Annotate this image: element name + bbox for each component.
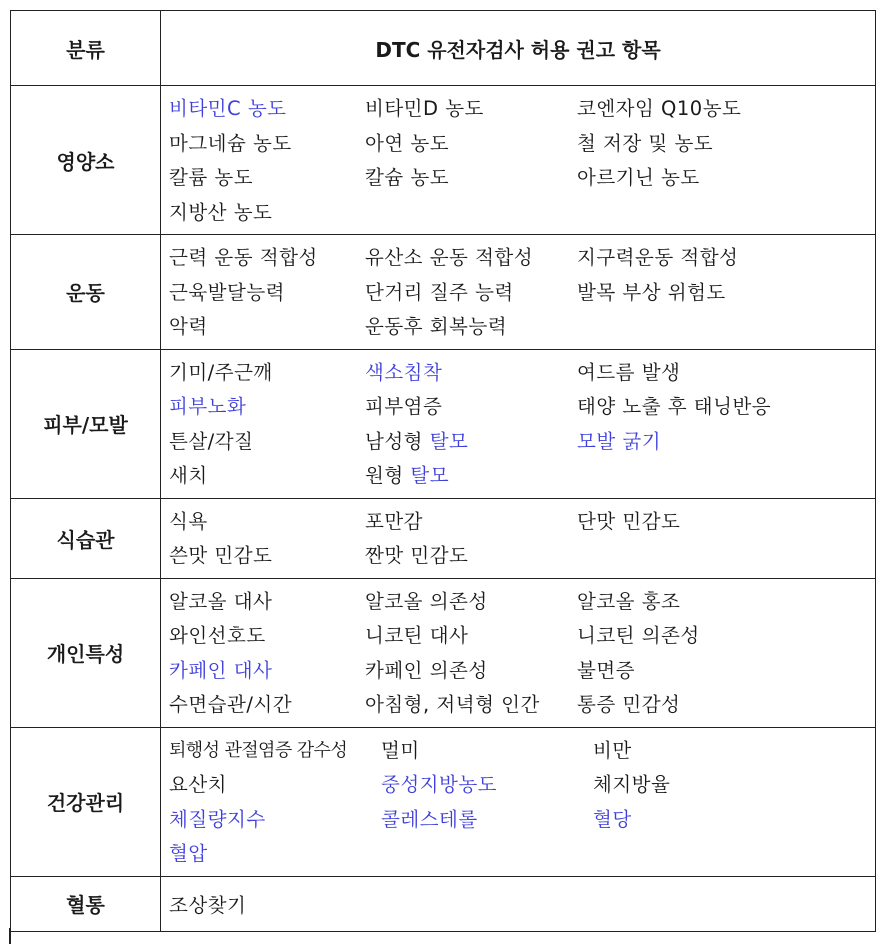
list-item: 운동후 회복능력 bbox=[365, 315, 508, 339]
items-cell bbox=[161, 578, 876, 727]
header-category: 분류 bbox=[11, 11, 161, 86]
list-item: 와인선호도 bbox=[169, 624, 266, 648]
list-item: 쓴맛 민감도 bbox=[169, 544, 273, 568]
list-item bbox=[365, 426, 577, 454]
list-item: 불면증 bbox=[577, 658, 636, 682]
items-cell bbox=[161, 235, 876, 350]
list-item: 기미/주근깨 bbox=[169, 360, 273, 384]
list-item: 아연 농도 bbox=[365, 131, 450, 155]
list-item: 식욕 bbox=[169, 509, 208, 533]
list-item: 아르기닌 농도 bbox=[577, 166, 700, 190]
list-item: 칼슘 농도 bbox=[365, 166, 450, 190]
list-item: 아침형, 저녁형 인간 bbox=[365, 693, 540, 717]
items-cell bbox=[161, 349, 876, 498]
row-skin-hair bbox=[11, 349, 876, 498]
list-item: 알코올 의존성 bbox=[365, 589, 488, 613]
row-exercise bbox=[11, 235, 876, 350]
list-item: 모발 굵기 bbox=[577, 429, 662, 453]
list-item-plain: 원형 bbox=[365, 464, 411, 488]
list-item: 근력 운동 적합성 bbox=[169, 246, 318, 270]
list-item: 비만 bbox=[593, 738, 632, 762]
list-item: 마그네슘 농도 bbox=[169, 131, 292, 155]
list-item bbox=[365, 460, 577, 488]
list-item: 멀미 bbox=[381, 738, 420, 762]
list-item: 지구력운동 적합성 bbox=[577, 246, 739, 270]
list-item: 체지방율 bbox=[593, 773, 671, 797]
row-health-management bbox=[11, 727, 876, 876]
list-item: 피부염증 bbox=[365, 395, 443, 419]
category-cell: 개인특성 bbox=[11, 578, 161, 727]
items-grid bbox=[169, 732, 875, 870]
list-item: 포만감 bbox=[365, 509, 424, 533]
page-edge-mark bbox=[9, 928, 11, 944]
list-item: 새치 bbox=[169, 464, 208, 488]
list-item: 발목 부상 위험도 bbox=[577, 280, 726, 304]
list-item: 비타민C 농도 bbox=[169, 97, 287, 121]
items-grid bbox=[169, 583, 875, 721]
list-item: 콜레스테롤 bbox=[381, 807, 478, 831]
list-item: 통증 민감성 bbox=[577, 693, 681, 717]
list-item: 조상찾기 bbox=[169, 893, 247, 917]
category-cell: 건강관리 bbox=[11, 727, 161, 876]
row-ancestry bbox=[11, 876, 876, 931]
items-grid bbox=[169, 239, 875, 343]
list-item: 비타민D 농도 bbox=[365, 97, 484, 121]
category-cell: 식습관 bbox=[11, 498, 161, 578]
list-item: 근육발달능력 bbox=[169, 280, 286, 304]
list-item: 카페인 대사 bbox=[169, 658, 273, 682]
list-item: 철 저장 및 농도 bbox=[577, 131, 714, 155]
list-item-plain: 남성형 bbox=[365, 429, 430, 453]
header-row bbox=[11, 11, 876, 86]
list-item: 칼륨 농도 bbox=[169, 166, 254, 190]
list-item: 코엔자임 Q10농도 bbox=[577, 97, 742, 121]
row-eating-habits bbox=[11, 498, 876, 578]
list-item: 퇴행성 관절염증 감수성 bbox=[169, 739, 348, 761]
category-cell: 혈통 bbox=[11, 876, 161, 931]
list-item: 단맛 민감도 bbox=[577, 509, 681, 533]
list-item: 색소침착 bbox=[365, 360, 443, 384]
row-personal-traits bbox=[11, 578, 876, 727]
items-cell bbox=[161, 498, 876, 578]
list-item: 니코틴 대사 bbox=[365, 624, 469, 648]
list-item: 카페인 의존성 bbox=[365, 658, 488, 682]
items-grid bbox=[169, 90, 875, 228]
list-item: 유산소 운동 적합성 bbox=[365, 246, 534, 270]
category-cell: 피부/모발 bbox=[11, 349, 161, 498]
items-grid bbox=[169, 886, 875, 921]
dtc-items-table bbox=[10, 10, 876, 932]
items-grid bbox=[169, 503, 875, 572]
list-item: 지방산 농도 bbox=[169, 200, 273, 224]
items-cell bbox=[161, 727, 876, 876]
list-item: 혈당 bbox=[593, 807, 632, 831]
list-item: 짠맛 민감도 bbox=[365, 544, 469, 568]
list-item: 알코올 홍조 bbox=[577, 589, 681, 613]
list-item: 단거리 질주 능력 bbox=[365, 280, 514, 304]
category-cell: 운동 bbox=[11, 235, 161, 350]
list-item: 알코올 대사 bbox=[169, 589, 273, 613]
list-item-highlight: 탈모 bbox=[410, 464, 450, 488]
items-cell bbox=[161, 86, 876, 235]
list-item: 튼살/각질 bbox=[169, 429, 254, 453]
list-item: 수면습관/시간 bbox=[169, 693, 293, 717]
list-item: 중성지방농도 bbox=[381, 773, 498, 797]
list-item: 체질량지수 bbox=[169, 807, 266, 831]
header-items: DTC 유전자검사 허용 권고 항목 bbox=[161, 11, 876, 86]
list-item: 요산치 bbox=[169, 773, 228, 797]
list-item: 여드름 발생 bbox=[577, 360, 681, 384]
list-item: 혈압 bbox=[169, 842, 208, 866]
list-item: 태양 노출 후 태닝반응 bbox=[577, 395, 772, 419]
row-nutrients bbox=[11, 86, 876, 235]
list-item: 악력 bbox=[169, 315, 208, 339]
list-item: 피부노화 bbox=[169, 395, 247, 419]
items-cell bbox=[161, 876, 876, 931]
list-item-highlight: 탈모 bbox=[429, 429, 469, 453]
items-grid bbox=[169, 354, 875, 492]
category-cell: 영양소 bbox=[11, 86, 161, 235]
list-item: 니코틴 의존성 bbox=[577, 624, 700, 648]
